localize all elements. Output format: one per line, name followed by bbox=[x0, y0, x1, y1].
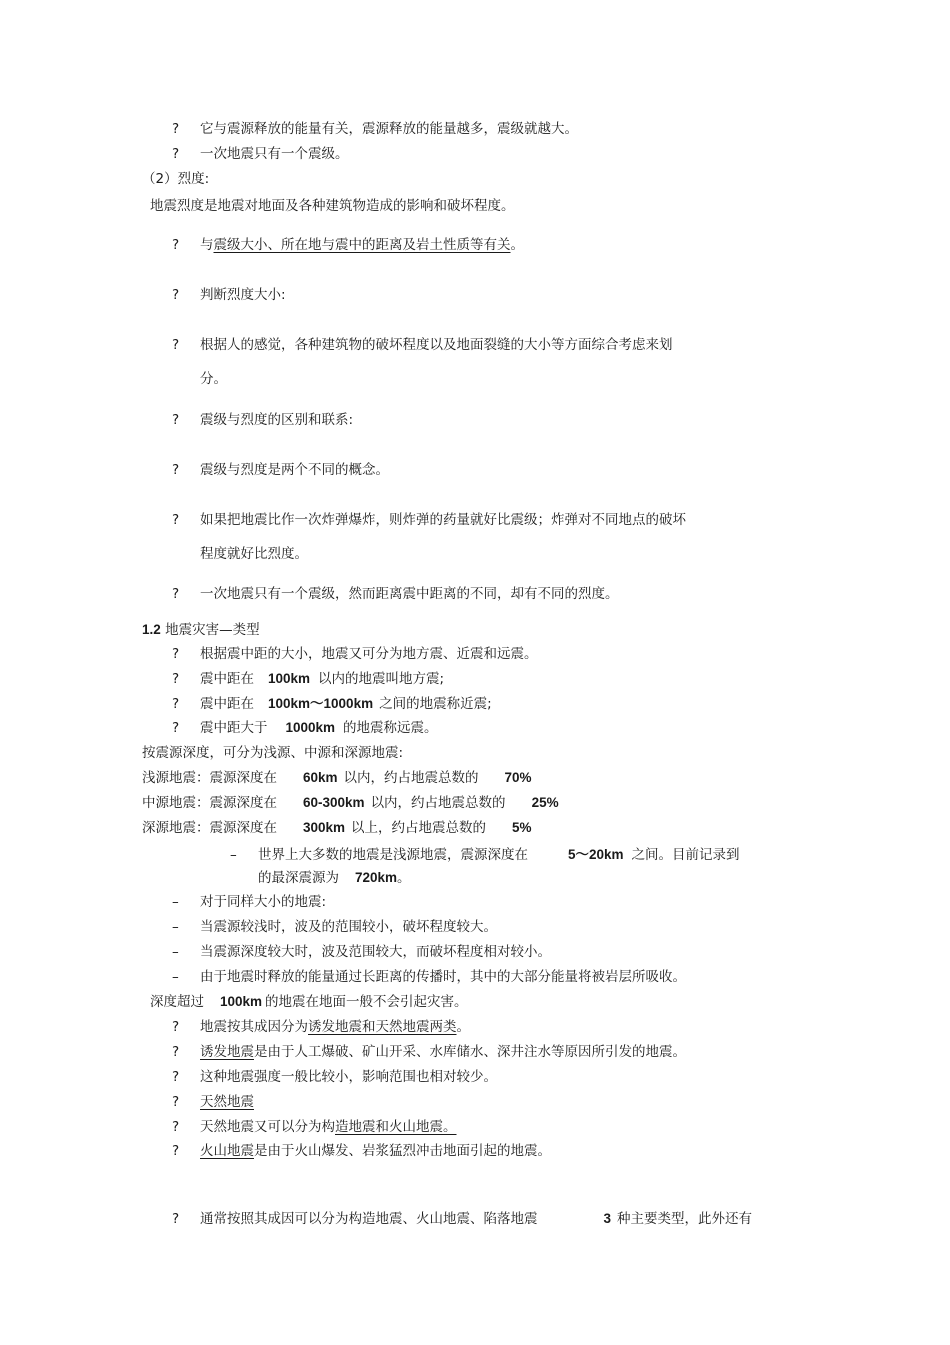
text-line bbox=[142, 769, 532, 787]
bullet-marker: ? bbox=[172, 1094, 180, 1110]
value-text: 100km bbox=[220, 994, 263, 1009]
text-part: 浅源地震：震源深度在 bbox=[142, 770, 277, 786]
text-part: 震中距在 bbox=[200, 696, 254, 712]
bullet-marker: ? bbox=[172, 1044, 180, 1060]
text-part: 。 bbox=[397, 870, 411, 886]
section-heading: （2）烈度: bbox=[142, 171, 210, 187]
value-text: 5～20km bbox=[568, 847, 624, 862]
value-text: 100km bbox=[268, 671, 311, 686]
bullet-marker: ? bbox=[172, 720, 180, 736]
text-part: 之间的地震称近震; bbox=[379, 696, 492, 712]
underlined-text: 诱发地震 bbox=[200, 1044, 254, 1060]
bullet-marker: ? bbox=[172, 512, 180, 528]
text-part: 。 bbox=[456, 1019, 470, 1035]
value-text: 5% bbox=[512, 820, 532, 835]
dash-marker: – bbox=[172, 919, 179, 935]
text-line: 地震烈度是地震对地面及各种建筑物造成的影响和破坏程度。 bbox=[150, 198, 515, 214]
text-part: 以内的地震叫地方震; bbox=[318, 671, 445, 687]
text-part: 种主要类型，此外还有 bbox=[617, 1211, 753, 1227]
text-line: 由于地震时释放的能量通过长距离的传播时，其中的大部分能量将被岩层所吸收。 bbox=[200, 969, 686, 985]
value-text: 720km bbox=[355, 870, 398, 885]
bullet-marker: ? bbox=[172, 1119, 180, 1135]
underlined-text: 震级大小、所在地与震中的距离及岩土性质等有关 bbox=[213, 237, 511, 253]
text-line: 这种地震强度一般比较小，影响范围也相对较少。 bbox=[200, 1069, 497, 1085]
bullet-marker: ? bbox=[172, 287, 180, 303]
text-line: 它与震源释放的能量有关，震源释放的能量越多，震级就越大。 bbox=[200, 121, 578, 137]
bullet-marker: ? bbox=[172, 462, 180, 478]
text-part: 与 bbox=[200, 237, 214, 253]
text-part: 之间。目前记录到 bbox=[631, 847, 740, 863]
text-line bbox=[142, 819, 532, 837]
text-line: 按震源深度，可分为浅源、中源和深源地震: bbox=[142, 745, 404, 761]
text-line bbox=[200, 695, 492, 713]
text-part: 的地震在地面一般不会引起灾害。 bbox=[265, 994, 468, 1010]
bullet-marker: ? bbox=[172, 696, 180, 712]
text-line bbox=[200, 1118, 457, 1136]
text-line: 判断烈度大小: bbox=[200, 287, 286, 303]
text-part: 。 bbox=[510, 237, 524, 253]
section-title: 地震灾害—类型 bbox=[165, 622, 260, 638]
dash-marker: – bbox=[172, 944, 179, 960]
underlined-text: 天然地震 bbox=[200, 1094, 254, 1110]
text-part: 是由于火山爆发、岩浆猛烈冲击地面引起的地震。 bbox=[254, 1143, 551, 1159]
text-line bbox=[200, 1210, 752, 1228]
bullet-marker: ? bbox=[172, 586, 180, 602]
value-text: 300km bbox=[303, 820, 346, 835]
text-part: 震中距在 bbox=[200, 671, 254, 687]
underlined-text: 造地震和火山地震。 bbox=[335, 1119, 457, 1135]
value-text: 60-300km bbox=[303, 795, 365, 810]
value-text: 25% bbox=[531, 795, 559, 810]
text-part: 天然地震又可以分为构 bbox=[200, 1119, 335, 1135]
text-part: 以内，约占地震总数的 bbox=[343, 770, 479, 786]
text-part: 地震按其成因分为 bbox=[200, 1019, 308, 1035]
text-part: 以内，约占地震总数的 bbox=[370, 795, 506, 811]
text-line: 当震源深度较大时，波及范围较大，而破坏程度相对较小。 bbox=[200, 944, 551, 960]
text-part: 深度超过 bbox=[150, 994, 204, 1010]
bullet-marker: ? bbox=[172, 146, 180, 162]
text-line: 震级与烈度的区别和联系: bbox=[200, 412, 354, 428]
bullet-marker: ? bbox=[172, 1069, 180, 1085]
text-line bbox=[142, 794, 559, 812]
bullet-marker: ? bbox=[172, 1143, 180, 1159]
dash-marker: – bbox=[172, 969, 179, 985]
text-line bbox=[200, 670, 444, 688]
value-text: 1000km bbox=[285, 720, 336, 735]
text-line bbox=[200, 1043, 686, 1061]
text-part: 世界上大多数的地震是浅源地震，震源深度在 bbox=[258, 847, 528, 863]
section-number: 1.2 bbox=[142, 622, 161, 637]
text-line bbox=[150, 993, 468, 1011]
bullet-marker: ? bbox=[172, 337, 180, 353]
text-line: 当震源较浅时，波及的范围较小，破坏程度较大。 bbox=[200, 919, 497, 935]
text-part: 中源地震：震源深度在 bbox=[142, 795, 277, 811]
text-part: 是由于人工爆破、矿山开采、水库储水、深井注水等原因所引发的地震。 bbox=[254, 1044, 686, 1060]
value-text: 60km bbox=[303, 770, 338, 785]
text-line: 程度就好比烈度。 bbox=[200, 546, 308, 562]
text-line bbox=[200, 719, 438, 737]
bullet-marker: ? bbox=[172, 646, 180, 662]
value-text: 70% bbox=[504, 770, 532, 785]
value-text: 3 bbox=[603, 1211, 612, 1226]
text-line bbox=[258, 869, 411, 887]
text-line: 根据人的感觉，各种建筑物的破坏程度以及地面裂缝的大小等方面综合考虑来划 bbox=[200, 337, 673, 353]
bullet-marker: ? bbox=[172, 1211, 180, 1227]
text-part: 震中距大于 bbox=[200, 720, 268, 736]
bullet-marker: ? bbox=[172, 412, 180, 428]
text-line: 震级与烈度是两个不同的概念。 bbox=[200, 462, 389, 478]
text-line bbox=[200, 1093, 254, 1111]
text-line bbox=[200, 236, 524, 254]
underlined-text: 诱发地震和天然地震两类 bbox=[308, 1019, 457, 1035]
dash-marker: – bbox=[230, 847, 237, 863]
bullet-marker: ? bbox=[172, 1019, 180, 1035]
text-line: 根据震中距的大小，地震又可分为地方震、近震和远震。 bbox=[200, 646, 538, 662]
text-line: 如果把地震比作一次炸弹爆炸，则炸弹的药量就好比震级；炸弹对不同地点的破坏 bbox=[200, 512, 686, 528]
text-part: 的地震称远震。 bbox=[343, 720, 438, 736]
text-part: 以上，约占地震总数的 bbox=[351, 820, 487, 836]
underlined-text: 火山地震 bbox=[200, 1143, 254, 1159]
text-line bbox=[200, 1142, 551, 1160]
bullet-marker: ? bbox=[172, 671, 180, 687]
text-line: 一次地震只有一个震级。 bbox=[200, 146, 349, 162]
section-heading bbox=[142, 621, 260, 639]
bullet-marker: ? bbox=[172, 121, 180, 137]
text-line: 对于同样大小的地震: bbox=[200, 894, 327, 910]
text-part: 的最深震源为 bbox=[258, 870, 339, 886]
value-text: 100km～1000km bbox=[268, 696, 374, 711]
text-line: 分。 bbox=[200, 371, 227, 387]
text-line: 一次地震只有一个震级，然而距离震中距离的不同，却有不同的烈度。 bbox=[200, 586, 619, 602]
text-line bbox=[258, 846, 740, 864]
bullet-marker: ? bbox=[172, 237, 180, 253]
text-part: 通常按照其成因可以分为构造地震、火山地震、陷落地震 bbox=[200, 1211, 538, 1227]
text-part: 深源地震：震源深度在 bbox=[142, 820, 277, 836]
text-line bbox=[200, 1018, 470, 1036]
dash-marker: – bbox=[172, 894, 179, 910]
